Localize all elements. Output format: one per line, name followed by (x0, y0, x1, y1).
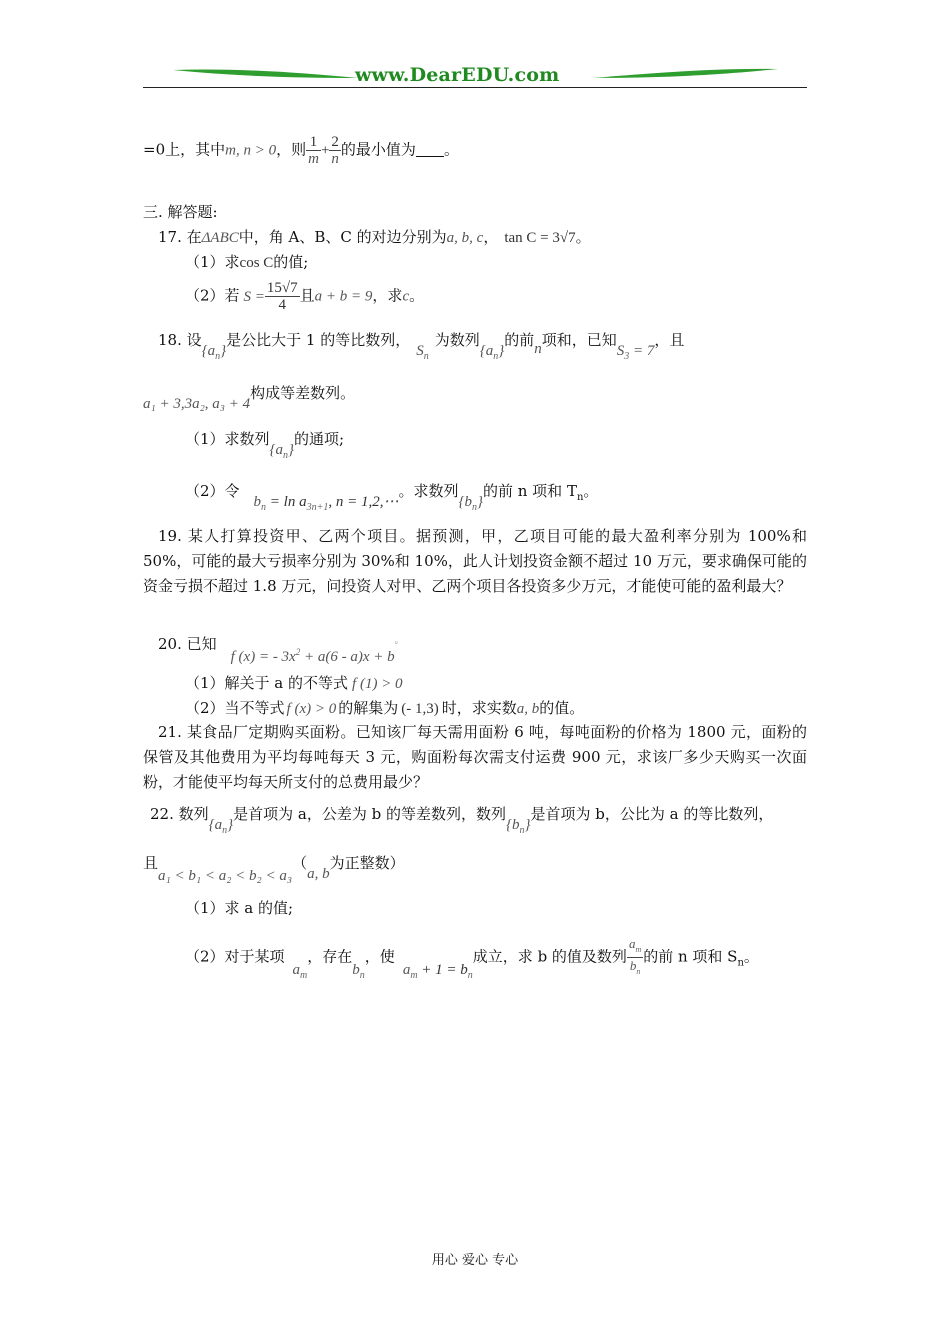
q22-line2: 且a₁ < b₁ < a₂ < b₂ < a₃（a, b为正整数） (143, 854, 405, 884)
q17-stem: 17. 在ΔABC中，角 A、B、C 的对边分别为a, b, c， tan C = 3√7。 (158, 228, 591, 246)
answer-blank (416, 142, 444, 157)
q19-paragraph: 19. 某人打算投资甲、乙两个项目。据预测，甲，乙项目可能的最大盈利率分别为 100%和 50%，可能的最大亏损率分别为 30%和 10%，此人计划投资金额不超过 10 万元，要求确保可能的资金亏损不超过 1.8 万元，问投资人对甲、乙两个项目各投资多少万元，才能使可能的盈利最大？ (143, 527, 807, 595)
q20-part1: （1）解关于 a 的不等式 f (1) > 0 (185, 674, 403, 692)
q22-part1: （1）求 a 的值; (185, 899, 294, 917)
header-rule (143, 87, 807, 88)
section-title: 三. 解答题: (143, 203, 218, 221)
site-logo-text: www.DearEDU.com (355, 64, 560, 86)
q21-paragraph: 21. 某食品厂定期购买面粉。已知该厂每天需用面粉 6 吨，每吨面粉的价格为 1800 元，面粉的保管及其他费用为平均每吨每天 3 元，购面粉每次需支付运费 900 元，求该厂多少天购买一次面粉，才能使平均每天所支付的总费用最少？ (143, 723, 807, 791)
q22-part2: （2）对于某项$a_m$，存在$b_n$，使$a_m + 1 = b_n$成立，求 b 的值及数列 $\frac{a_m}{b_n}$ 的前 n 项和 $S_n$。 (185, 936, 759, 981)
q18-part1: （1）求数列$\{a_n\}$的通项; (185, 430, 345, 461)
q20-part2: （2）当不等式 f (x) > 0 的解集为 (- 1,3) 时，求实数a, b的值。 (185, 699, 585, 717)
q17-part1: （1）求cos C的值; (185, 253, 309, 271)
q17-part2: （2）若 S = $\frac{15√7}{4}$ 且a + b = 9，求c。 (185, 280, 425, 313)
q22-stem: 22. 数列$\{a_n\}$是首项为 a，公差为 b 的等差数列，数列$\{b_n\}$是首项为 b，公比为 a 的等比数列， (150, 805, 774, 836)
q18-part2: （2）令$b_n = \ln a_{3n+1}$, n = 1,2,⋯。求数列$\{b_n\}$的前 n 项和 $T_n$。 (185, 482, 599, 513)
q20-stem: 20. 已知f (x) = - $3x^2 + a(6 - a)x + b^。$ (158, 635, 404, 665)
q16-line: =0上，其中m, n > 0，则 $\frac{1}{m}$ + $\frac{2}{n}$ 的最小值为 。 (143, 134, 459, 167)
q18-stem: 18. 设$\{a_n\}$是公比大于 1 的等比数列，$S_n$为数列$\{a_n\}$的前n项和，已知$S_3 = 7$，且 (158, 331, 685, 362)
q18-line2: a₁ + 3,3a₂, a₃ + 4构成等差数列。 (143, 384, 356, 412)
page-footer: 用心 爱心 专心 (431, 1253, 519, 1268)
